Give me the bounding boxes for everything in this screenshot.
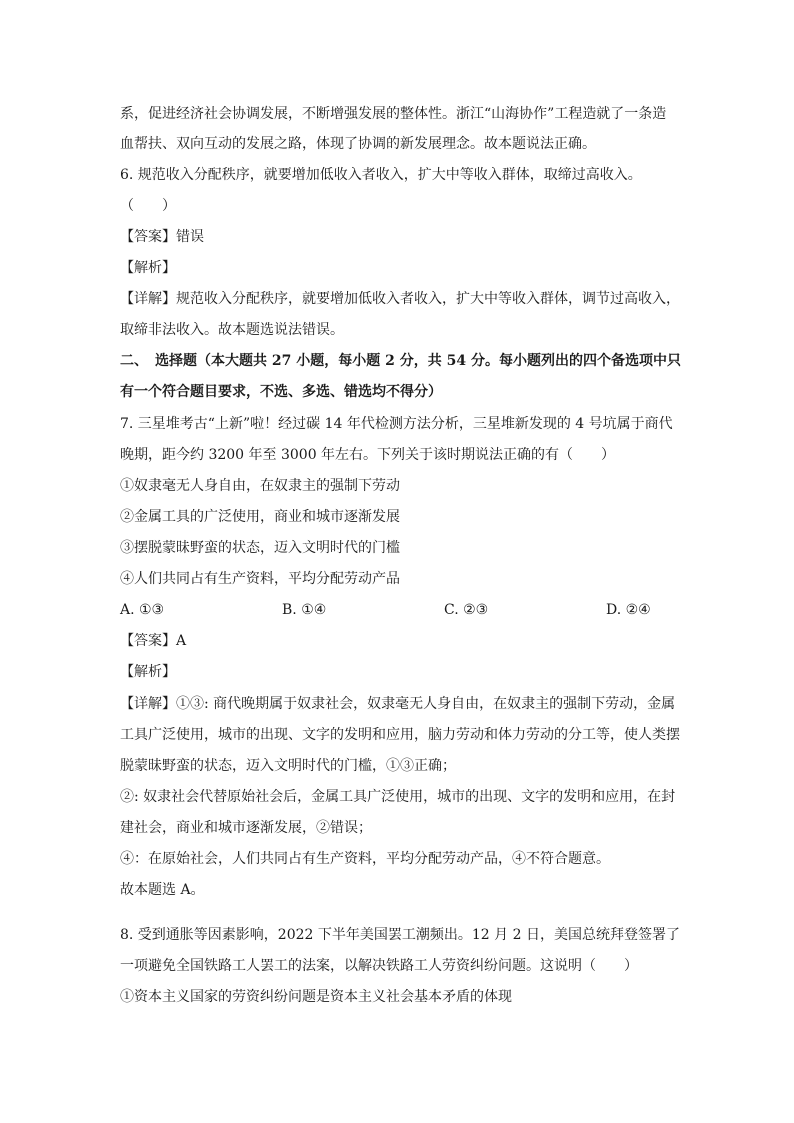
question-8: 8. 受到通胀等因素影响，2022 下半年美国罢工潮频出。12 月 2 日，美国总统拜登签署了 xyxy=(120,927,680,943)
statement-3: ③摆脱蒙昧野蛮的状态，迈入文明时代的门槛 xyxy=(120,540,400,556)
explanation-line: ④：在原始社会，人们共同占有生产资料，平均分配劳动产品，④不符合题意。 xyxy=(120,851,610,867)
question-6: 6. 规范收入分配秩序，就要增加低收入者收入，扩大中等收入群体，取缔过高收入。 xyxy=(120,167,642,183)
statement-1: ①资本主义国家的劳资纠纷问题是资本主义社会基本矛盾的体现 xyxy=(120,989,512,1005)
option-b: B. ①④ xyxy=(282,602,327,618)
section-heading: 二、 选择题（本大题共 27 小题，每小题 2 分，共 54 分。每小题列出的四个备选项中只 xyxy=(120,353,681,369)
explanation-line: 脱蒙昧野蛮的状态，迈入文明时代的门槛，①③正确； xyxy=(120,758,456,774)
explanation-line: 取缔非法收入。故本题选说法错误。 xyxy=(120,322,344,338)
explanation-line: 【详解】规范收入分配秩序，就要增加低收入者收入，扩大中等收入群体，调节过高收入， xyxy=(120,291,680,307)
answer-blank: （ ） xyxy=(120,198,176,214)
statement-4: ④人们共同占有生产资料，平均分配劳动产品 xyxy=(120,571,400,587)
statement-1: ①奴隶毫无人身自由，在奴隶主的强制下劳动 xyxy=(120,478,400,494)
statement-2: ②金属工具的广泛使用，商业和城市逐渐发展 xyxy=(120,509,400,525)
explanation-line: 工具广泛使用，城市的出现、文字的发明和应用，脑力劳动和体力劳动的分工等，使人类摆 xyxy=(120,727,680,743)
text-line: 系，促进经济社会协调发展，不断增强发展的整体性。浙江“山海协作”工程造就了一条造 xyxy=(120,106,667,122)
question-7: 7. 三星堆考古“上新”啦！经过碳 14 年代检测方法分析，三星堆新发现的 4 号坑属于商代 xyxy=(120,416,673,432)
option-a: A. ①③ xyxy=(120,602,165,618)
explanation-line: 建社会，商业和城市逐渐发展，②错误； xyxy=(120,820,372,836)
explanation-line: 【详解】①③: 商代晚期属于奴隶社会，奴隶毫无人身自由，在奴隶主的强制下劳动，金属 xyxy=(120,696,676,712)
section-heading: 有一个符合题目要求，不选、多选、错选均不得分） xyxy=(120,384,442,400)
option-c: C. ②③ xyxy=(444,602,489,618)
answer-label: 【答案】错误 xyxy=(120,229,204,245)
conclusion-line: 故本题选 A。 xyxy=(120,882,205,898)
question-7: 晚期，距今约 3200 年至 3000 年左右。下列关于该时期说法正确的有（ ） xyxy=(120,447,616,463)
question-8: 一项避免全国铁路工人罢工的法案，以解决铁路工人劳资纠纷问题。这说明（ ） xyxy=(120,958,638,974)
answer-label: 【答案】A xyxy=(120,633,187,649)
analysis-label: 【解析】 xyxy=(120,260,176,276)
analysis-label: 【解析】 xyxy=(120,664,176,680)
option-d: D. ②④ xyxy=(606,602,651,618)
explanation-line: ②: 奴隶社会代替原始社会后，金属工具广泛使用，城市的出现、文字的发明和应用，在封 xyxy=(120,789,676,805)
text-line: 血帮扶、双向互动的发展之路，体现了协调的新发展理念。故本题说法正确。 xyxy=(120,136,596,152)
